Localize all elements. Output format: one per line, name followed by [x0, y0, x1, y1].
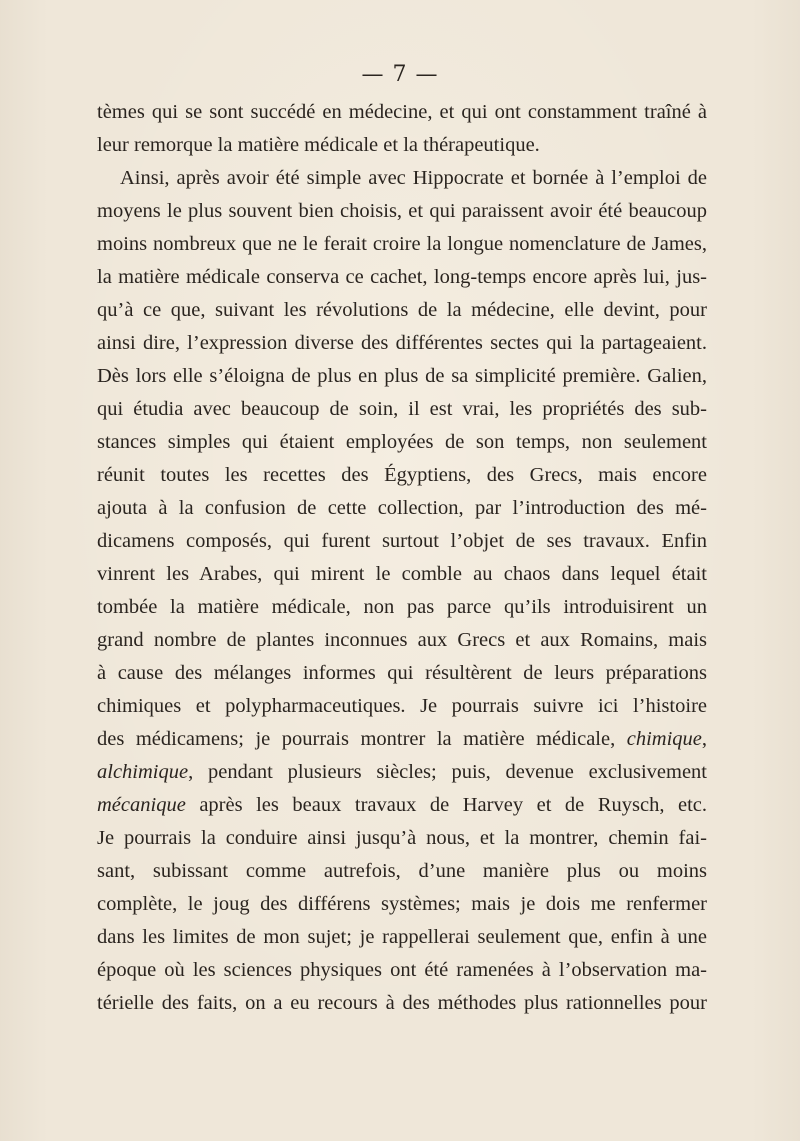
text-line: sant, subissant comme autrefois, d’une manière plus ou moins [97, 860, 707, 882]
text-line: alchimique, pendant plusieurs siècles; puis, devenue exclusivement [97, 761, 707, 783]
text-line: qui étudia avec beaucoup de soin, il est vrai, les propriétés des sub- [97, 398, 707, 420]
text-line: complète, le joug des différens systèmes; mais je dois me renfermer [97, 893, 707, 915]
text-line: moins nombreux que ne le ferait croire la longue nomenclature de James, [97, 233, 707, 255]
body-text [97, 96, 707, 1020]
text-line: stances simples qui étaient employées de son temps, non seulement [97, 431, 707, 453]
text-line: vinrent les Arabes, qui mirent le comble au chaos dans lequel était [97, 563, 707, 585]
text-line: des médicamens; je pourrais montrer la matière médicale, chimique, [97, 728, 707, 750]
text-line: dicamens composés, qui furent surtout l’objet de ses travaux. Enfin [97, 530, 707, 552]
text-line: époque où les sciences physiques ont été ramenées à l’observation ma- [97, 959, 707, 981]
text-line: ajouta à la confusion de cette collection, par l’introduction des mé- [97, 497, 707, 519]
text-line: ainsi dire, l’expression diverse des différentes sectes qui la partageaient. [97, 332, 707, 354]
text-line: à cause des mélanges informes qui résultèrent de leurs préparations [97, 662, 707, 684]
text-line: tèmes qui se sont succédé en médecine, et qui ont constamment traîné à [97, 101, 707, 123]
text-line: térielle des faits, on a eu recours à des méthodes plus rationnelles pour [97, 992, 707, 1014]
text-line: Ainsi, après avoir été simple avec Hippocrate et bornée à l’emploi de [120, 167, 707, 189]
text-line: chimiques et polypharmaceutiques. Je pourrais suivre ici l’histoire [97, 695, 707, 717]
text-line: réunit toutes les recettes des Égyptiens, des Grecs, mais encore [97, 464, 707, 486]
text-line: qu’à ce que, suivant les révolutions de la médecine, elle devint, pour [97, 299, 707, 321]
text-line: grand nombre de plantes inconnues aux Grecs et aux Romains, mais [97, 629, 707, 651]
page-number: — 7 — [361, 62, 439, 87]
text-line: la matière médicale conserva ce cachet, long-temps encore après lui, jus- [97, 266, 707, 288]
text-line: mécanique après les beaux travaux de Harvey et de Ruysch, etc. [97, 794, 707, 816]
text-line: dans les limites de mon sujet; je rappellerai seulement que, enfin à une [97, 926, 707, 948]
text-line: Dès lors elle s’éloigna de plus en plus de sa simplicité première. Galien, [97, 365, 707, 387]
text-line: moyens le plus souvent bien choisis, et qui paraissent avoir été beaucoup [97, 200, 707, 222]
text-line: Je pourrais la conduire ainsi jusqu’à nous, et la montrer, chemin fai- [97, 827, 707, 849]
text-line: leur remorque la matière médicale et la thérapeutique. [97, 134, 540, 156]
text-line: tombée la matière médicale, non pas parce qu’ils introduisirent un [97, 596, 707, 618]
